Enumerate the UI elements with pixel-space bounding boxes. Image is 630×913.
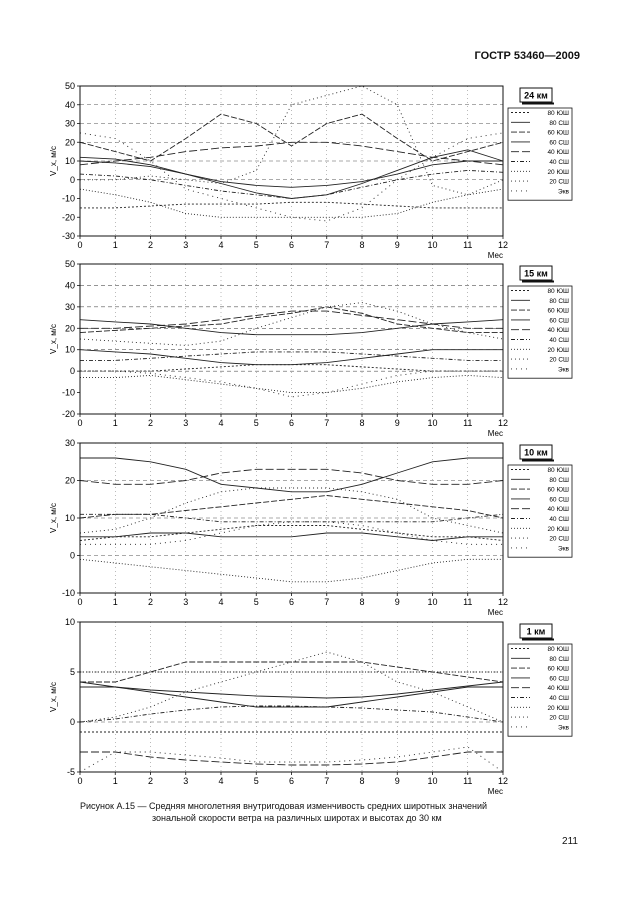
x-tick-label: 9 (394, 776, 400, 786)
x-tick-label: 5 (253, 418, 259, 428)
document-header: ГОСТР 53460—2009 (474, 50, 580, 62)
x-tick-label: 12 (497, 776, 509, 786)
y-tick-label: 20 (64, 323, 75, 334)
y-tick-label: 30 (64, 301, 75, 312)
caption-line-2: зональной скорости ветра на различных широтах и высотах до 30 км (152, 813, 442, 823)
x-tick-label: 7 (324, 776, 330, 786)
x-tick-label: 12 (497, 418, 509, 428)
x-tick-label: 6 (288, 597, 295, 607)
altitude-label: 24 км (524, 90, 548, 101)
x-tick-label: 5 (253, 597, 259, 607)
y-axis-label: V_x, м/с (49, 324, 58, 354)
y-tick-label: 40 (64, 280, 75, 291)
legend-label: 20 ЮШ (547, 704, 569, 712)
x-tick-label: 5 (253, 240, 259, 250)
x-tick-label: 9 (394, 418, 400, 428)
x-tick-label: 3 (183, 776, 189, 786)
x-tick-label: 8 (359, 776, 365, 786)
x-tick-label: 7 (324, 597, 330, 607)
x-tick-label: 3 (183, 597, 189, 607)
x-tick-label: 10 (427, 597, 438, 607)
series-line (80, 488, 503, 533)
legend-label: 20 ЮШ (547, 525, 569, 533)
x-tick-label: 4 (218, 418, 224, 428)
y-tick-label: 50 (64, 259, 75, 269)
y-tick-label: 30 (64, 438, 75, 448)
altitude-label: 1 км (526, 626, 546, 637)
x-tick-label: 1 (112, 776, 118, 786)
legend-label: 60 ЮШ (547, 129, 569, 137)
plot-frame (80, 264, 503, 414)
legend-label: 40 ЮШ (547, 327, 569, 335)
legend-label: 40 СШ (549, 516, 569, 523)
legend-label: Экв (558, 724, 569, 732)
legend-label: 40 СШ (549, 159, 569, 166)
page-number: 211 (562, 836, 578, 847)
x-tick-label: 11 (463, 597, 473, 607)
legend-label: 80 ЮШ (547, 467, 569, 474)
x-tick-label: 4 (218, 240, 224, 250)
y-tick-label: -10 (61, 588, 75, 598)
y-tick-label: -5 (66, 767, 75, 777)
figure-caption (80, 800, 570, 824)
y-tick-label: 5 (69, 667, 75, 677)
y-tick-label: 0 (69, 550, 75, 561)
legend-label: 60 СШ (549, 317, 569, 325)
legend-label: Экв (558, 545, 569, 553)
x-tick-label: 1 (112, 418, 118, 428)
legend-label: 40 ЮШ (547, 506, 569, 514)
y-tick-label: 20 (64, 137, 75, 148)
legend-label: 20 ЮШ (547, 168, 569, 176)
x-tick-label: 2 (147, 418, 154, 428)
y-axis-label: V_x, м/с (49, 503, 58, 533)
x-tick-label: 2 (147, 776, 154, 786)
chart-panel-15km (0, 258, 630, 438)
x-tick-label: 10 (427, 776, 438, 786)
x-tick-label: 0 (77, 597, 83, 607)
legend-label: 20 СШ (549, 714, 569, 722)
legend-label: 60 СШ (549, 139, 569, 147)
legend-label: 40 СШ (549, 695, 569, 702)
y-tick-label: 20 (64, 475, 75, 486)
legend-label: 80 ЮШ (547, 646, 569, 653)
legend-label: 80 СШ (549, 119, 569, 127)
chart-panel-24km (0, 80, 630, 260)
y-axis-label: V_x, м/с (49, 682, 58, 712)
x-axis-label: Мес (487, 429, 503, 438)
x-tick-label: 8 (359, 240, 365, 250)
x-tick-label: 11 (463, 418, 473, 428)
chart-svg (0, 437, 630, 617)
x-tick-label: 12 (497, 597, 509, 607)
legend-label: 60 ЮШ (547, 486, 569, 494)
legend-label: 80 ЮШ (547, 110, 569, 117)
legend-label: Экв (558, 188, 569, 196)
y-tick-label: -10 (61, 193, 75, 204)
x-tick-label: 8 (359, 418, 365, 428)
x-tick-label: 4 (218, 597, 224, 607)
x-tick-label: 6 (288, 240, 295, 250)
legend-label: 80 ЮШ (547, 288, 569, 295)
legend-label: 40 ЮШ (547, 685, 569, 693)
series-line (80, 114, 503, 161)
legend-label: 60 ЮШ (547, 665, 569, 673)
legend-label: 20 СШ (549, 178, 569, 186)
legend-label: 60 СШ (549, 675, 569, 683)
chart-panel-10km (0, 437, 630, 617)
chart-svg (0, 80, 630, 260)
x-tick-label: 3 (183, 240, 189, 250)
legend-label: Экв (558, 366, 569, 374)
x-tick-label: 7 (324, 240, 330, 250)
chart-panel-1km (0, 616, 630, 796)
y-tick-label: 10 (64, 156, 75, 166)
legend-label: 20 СШ (549, 356, 569, 364)
y-tick-label: 10 (64, 617, 75, 627)
y-axis-label: V_x, м/с (49, 146, 58, 176)
chart-svg (0, 616, 630, 796)
y-tick-label: 40 (64, 99, 75, 110)
x-tick-label: 12 (497, 240, 509, 250)
x-tick-label: 5 (253, 776, 259, 786)
series-line (80, 559, 503, 582)
chart-svg (0, 258, 630, 438)
x-tick-label: 1 (112, 597, 118, 607)
legend-label: 80 СШ (549, 655, 569, 663)
x-tick-label: 4 (218, 776, 224, 786)
x-tick-label: 0 (77, 418, 83, 428)
x-tick-label: 9 (394, 597, 400, 607)
x-tick-label: 0 (77, 776, 83, 786)
x-tick-label: 8 (359, 597, 365, 607)
y-tick-label: 10 (64, 513, 75, 523)
x-axis-label: Мес (487, 608, 503, 617)
x-axis-label: Мес (487, 251, 503, 260)
x-tick-label: 2 (147, 240, 154, 250)
altitude-label: 10 км (524, 447, 548, 458)
x-tick-label: 11 (463, 776, 473, 786)
series-line (80, 350, 503, 365)
x-tick-label: 6 (288, 418, 295, 428)
y-tick-label: 50 (64, 81, 75, 91)
x-tick-label: 10 (427, 240, 438, 250)
y-tick-label: 0 (69, 366, 75, 377)
y-tick-label: -20 (61, 409, 75, 419)
y-tick-label: -30 (61, 231, 75, 241)
x-tick-label: 0 (77, 240, 83, 250)
legend-label: 80 СШ (549, 297, 569, 305)
series-line (80, 365, 503, 371)
legend-label: 60 СШ (549, 496, 569, 504)
y-tick-label: 0 (69, 174, 75, 185)
legend-label: 40 СШ (549, 337, 569, 344)
legend-label: 40 ЮШ (547, 149, 569, 157)
altitude-label: 15 км (524, 268, 548, 279)
x-tick-label: 7 (324, 418, 330, 428)
x-tick-label: 2 (147, 597, 154, 607)
x-tick-label: 9 (394, 240, 400, 250)
y-tick-label: 10 (64, 344, 75, 355)
x-axis-label: Мес (487, 787, 503, 796)
y-tick-label: 30 (64, 118, 75, 129)
y-tick-label: 0 (69, 717, 75, 727)
series-line (80, 202, 503, 208)
legend-label: 20 СШ (549, 535, 569, 543)
legend-label: 20 ЮШ (547, 346, 569, 354)
series-line (80, 189, 503, 217)
x-tick-label: 1 (112, 240, 118, 250)
legend-label: 80 СШ (549, 476, 569, 484)
x-tick-label: 10 (427, 418, 438, 428)
y-tick-label: -20 (61, 212, 75, 223)
caption-line-1: Рисунок А.15 — Средняя многолетняя внутригодовая изменчивость средних широтных значений (80, 801, 488, 811)
x-tick-label: 6 (288, 776, 295, 786)
legend-label: 60 ЮШ (547, 307, 569, 315)
y-tick-label: -10 (61, 387, 75, 398)
x-tick-label: 3 (183, 418, 189, 428)
x-tick-label: 11 (463, 240, 473, 250)
